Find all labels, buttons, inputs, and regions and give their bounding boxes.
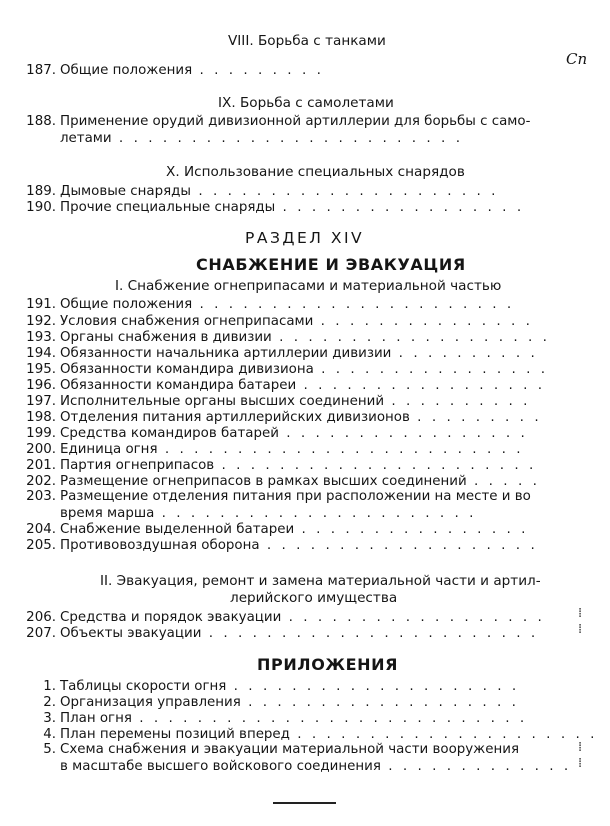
- toc-entry-187: [0, 62, 324, 78]
- toc-entry-198: [0, 409, 542, 425]
- entry-number: 2.: [43, 695, 56, 710]
- toc-entry-192: [0, 313, 533, 329]
- entry-text-continuation: летами: [60, 131, 112, 146]
- entry-text: Размещение отделения питания при расположении на месте и во: [60, 489, 531, 504]
- leader-dots: . . . . . . . . . . . . . . .: [313, 313, 533, 329]
- entry-text: Объекты эвакуации: [60, 626, 202, 641]
- subsection-x-title: X. Использование специальных снарядов: [166, 164, 465, 180]
- toc-entry-205: [0, 537, 538, 553]
- toc-entry-188: [0, 114, 530, 130]
- section-heading: СНАБЖЕНИЕ И ЭВАКУАЦИЯ: [196, 255, 466, 274]
- leader-dots: . . . . . . . . . . . . . . . . . . . . . . .: [201, 625, 539, 641]
- toc-entry-189: [0, 183, 499, 199]
- entry-text: Прочие специальные снаряды: [60, 200, 276, 215]
- entry-text: Средства командиров батарей: [60, 426, 279, 441]
- entry-number: 195.: [26, 362, 56, 377]
- print-mark: ⁞: [578, 756, 583, 771]
- entry-text: Схема снабжения и эвакуации материальной части вооружения: [60, 742, 519, 757]
- entry-text: Единица огня: [60, 442, 158, 457]
- entry-text: Применение орудий дивизионной артиллерии для борьбы с само-: [60, 114, 531, 129]
- toc-entry-195: [0, 361, 548, 377]
- entry-text: План огня: [60, 711, 132, 726]
- toc-entry-197: [0, 393, 530, 409]
- leader-dots: . . . . . . . . . . . . . . . . . . . . . .: [154, 505, 477, 521]
- appendix-entry-4: [0, 726, 597, 742]
- subsection-ii-title-line1: II. Эвакуация, ремонт и замена материальной части и артил-: [100, 573, 541, 589]
- entry-text: Отделения питания артиллерийских дивизионов: [60, 410, 410, 425]
- entry-number: 188.: [26, 114, 56, 129]
- entry-text: Снабжение выделенной батареи: [60, 522, 295, 537]
- entry-number: 205.: [26, 538, 56, 553]
- print-mark: ⁞: [578, 606, 583, 621]
- entry-number: 193.: [26, 330, 56, 345]
- leader-dots: . . . . . . . . . . . . . . . . . . .: [240, 694, 519, 710]
- leader-dots: . . . . . . . . . . . . . . . . . . .: [259, 537, 538, 553]
- leader-dots: . . . . . . . . . . . . . . . . . . . .: [226, 678, 520, 694]
- entry-text: План перемены позиций вперед: [60, 727, 290, 742]
- leader-dots: . . . . . . . . . . . . . . . . . . . . . .: [192, 296, 515, 312]
- toc-entry-203-continuation: [60, 505, 476, 521]
- entry-number: 206.: [26, 610, 56, 625]
- appendix-entry-1: [0, 678, 519, 694]
- leader-dots: . . . . . . . . . . . . . . . . . . . . . . . . . . .: [131, 710, 528, 726]
- entry-text: Обязанности командира дивизиона: [60, 362, 314, 377]
- entry-text: Партия огнеприпасов: [60, 458, 215, 473]
- subsection-i-title: I. Снабжение огнеприпасами и материальной частью: [115, 278, 502, 294]
- leader-dots: . . . . . . . . . . . . . . . . . . . . .: [191, 183, 499, 199]
- subsection-ii-title-line2: лерийского имущества: [230, 590, 398, 606]
- appendix-entry-2: [0, 694, 519, 710]
- entry-text: Обязанности командира батареи: [60, 378, 297, 393]
- marginal-note: Сп: [566, 50, 588, 68]
- entry-number: 201.: [26, 458, 56, 473]
- end-rule: [273, 802, 336, 804]
- entry-number: 198.: [26, 410, 56, 425]
- appendix-entry-5: [0, 742, 519, 758]
- entry-number: 4.: [43, 727, 56, 742]
- toc-entry-201: [0, 457, 536, 473]
- toc-entry-199: [0, 425, 528, 441]
- leader-dots: . . . . . . . . .: [192, 62, 324, 78]
- entry-text: Противовоздушная оборона: [60, 538, 260, 553]
- entry-number: 1.: [43, 679, 56, 694]
- leader-dots: . . . . . . . . . . . . . . . . .: [275, 199, 525, 215]
- leader-dots: . . . . . . . . . . . . . . . . . . . . . . . .: [111, 130, 464, 146]
- entry-text: Дымовые снаряды: [60, 184, 191, 199]
- entry-number: 207.: [26, 626, 56, 641]
- leader-dots: . . . . . . . . . . . . . . . . .: [278, 425, 528, 441]
- entry-text: Исполнительные органы высших соединений: [60, 394, 385, 409]
- entry-number: 197.: [26, 394, 56, 409]
- entry-text: Обязанности начальника артиллерии дивизии: [60, 346, 392, 361]
- toc-entry-188-continuation: [60, 130, 463, 146]
- print-mark: ⁞: [578, 622, 583, 637]
- toc-entry-200: [0, 441, 524, 457]
- leader-dots: . . . . . . . . . .: [391, 345, 538, 361]
- toc-entry-194: [0, 345, 538, 361]
- entry-number: 187.: [26, 63, 56, 78]
- leader-dots: . . . . . . . . . . . . . . . . . . . . . .: [214, 457, 537, 473]
- toc-entry-207: [0, 625, 538, 641]
- entry-text-continuation: время марша: [60, 506, 155, 521]
- toc-entry-196: [0, 377, 545, 393]
- entry-number: 199.: [26, 426, 56, 441]
- print-mark: ⁞: [578, 740, 583, 755]
- appendix-entry-3: [0, 710, 527, 726]
- entry-number: 203.: [26, 489, 56, 504]
- subsection-viii-title: VIII. Борьба с танками: [228, 33, 386, 49]
- entry-number: 5.: [43, 742, 56, 757]
- entry-text: Средства и порядок эвакуации: [60, 610, 282, 625]
- leader-dots: . . . . . . . . .: [409, 409, 542, 425]
- entry-text: Общие положения: [60, 63, 193, 78]
- entry-number: 196.: [26, 378, 56, 393]
- leader-dots: . . . . . . . . . .: [384, 393, 531, 409]
- entry-text-continuation: в масштабе высшего войскового соединения: [60, 759, 381, 774]
- leader-dots: . . . . . . . . . . . . .: [380, 758, 572, 774]
- leader-dots: . . . . . . . . . . . . . . . . . .: [281, 609, 545, 625]
- entry-number: 200.: [26, 442, 56, 457]
- toc-entry-203: [0, 489, 531, 505]
- entry-number: 3.: [43, 711, 56, 726]
- entry-number: 194.: [26, 346, 56, 361]
- entry-number: 204.: [26, 522, 56, 537]
- toc-entry-202: [0, 473, 540, 489]
- entry-text: Общие положения: [60, 297, 193, 312]
- leader-dots: . . . . . . . . . . . . . . . . . . .: [271, 329, 550, 345]
- entry-number: 202.: [26, 474, 56, 489]
- entry-text: Органы снабжения в дивизии: [60, 330, 272, 345]
- subsection-ix-title: IX. Борьба с самолетами: [218, 95, 394, 111]
- entry-text: Условия снабжения огнеприпасами: [60, 314, 314, 329]
- entry-text: Организация управления: [60, 695, 241, 710]
- leader-dots: . . . . . . . . . . . . . . . . . . . . . . . . .: [157, 441, 524, 457]
- entry-number: 192.: [26, 314, 56, 329]
- toc-entry-193: [0, 329, 550, 345]
- leader-dots: . . . . . . . . . . . . . . . . .: [296, 377, 546, 393]
- appendix-heading: ПРИЛОЖЕНИЯ: [257, 655, 399, 674]
- leader-dots: . . . . . . . . . . . . . . . . . . . . .: [289, 726, 598, 742]
- entry-text: Таблицы скорости огня: [60, 679, 227, 694]
- entry-number: 189.: [26, 184, 56, 199]
- toc-entry-190: [0, 199, 524, 215]
- entry-text: Размещение огнеприпасов в рамках высших соединений: [60, 474, 467, 489]
- section-title: РАЗДЕЛ XIV: [245, 229, 365, 247]
- leader-dots: . . . . .: [466, 473, 540, 489]
- leader-dots: . . . . . . . . . . . . . . . .: [294, 521, 529, 537]
- toc-entry-204: [0, 521, 528, 537]
- entry-number: 191.: [26, 297, 56, 312]
- toc-entry-191: [0, 296, 514, 312]
- entry-number: 190.: [26, 200, 56, 215]
- toc-entry-206: [0, 609, 545, 625]
- leader-dots: . . . . . . . . . . . . . . . .: [313, 361, 549, 377]
- appendix-entry-5-continuation: [60, 758, 571, 774]
